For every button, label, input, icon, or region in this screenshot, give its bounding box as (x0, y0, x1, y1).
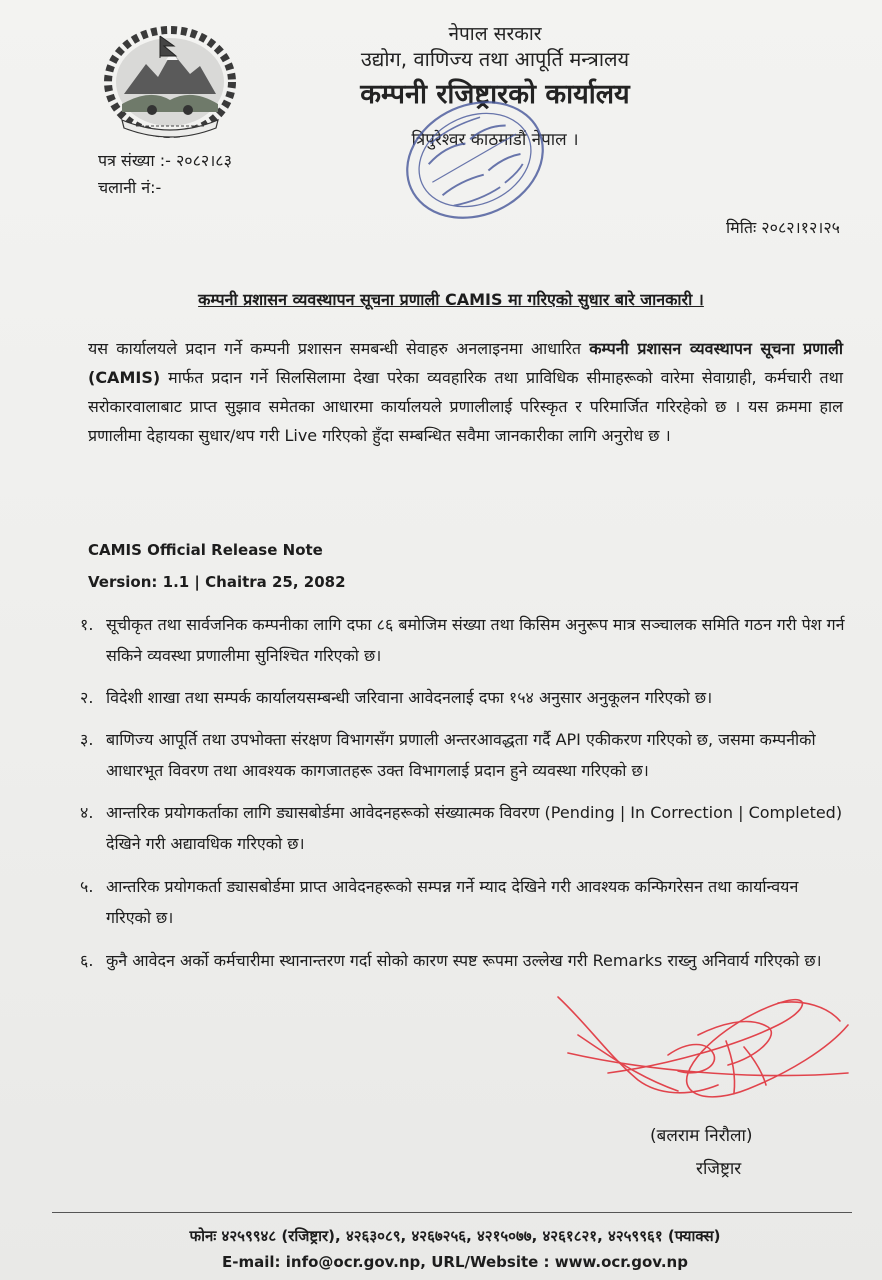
list-item (80, 871, 845, 933)
office-name: कम्पनी रजिष्ट्रारको कार्यालय (360, 79, 630, 110)
letter-subject: कम्पनी प्रशासन व्यवस्थापन सूचना प्रणाली CAMIS मा गरिएको सुधार बारे जानकारी । (198, 290, 704, 309)
list-item-text: कुनै आवेदन अर्को कर्मचारीमा स्थानान्तरण गर्दा सोको कारण स्पष्ट रूपमा उल्लेख गरी Remarks राख्नु अनिवार्य गरिएको छ। (106, 951, 822, 970)
list-item-number: ६. (80, 951, 94, 970)
list-item-number: ५. (80, 877, 94, 896)
office-address: त्रिपुरेश्वर काठमाडौं नेपाल । (411, 130, 579, 150)
list-item (80, 945, 845, 976)
list-item (80, 609, 845, 671)
intro-text-2: मार्फत प्रदान गर्ने सिलसिलामा देखा परेका व्यवहारिक तथा प्राविधिक सीमाहरूको वारेमा सेवाग्राही, कर्मचारी तथा सरोकारवालाबाट प्राप्त सुझाव समेतका आधारमा कार्यालयले प्रणालीलाई परिस्कृत र परिमार्जित गरिरहेको छ । यस क्रममा हाल प्रणालीमा देहायका सुधार/थप गरी Live गरिएको हुँदा सम्बन्धित सवैमा जानकारीका लागि अनुरोध छ । (88, 368, 843, 445)
intro-paragraph (88, 334, 843, 450)
intro-bold-text: कम्पनी प्रशासन व्यवस्थापन सूचना प्रणाली (CAMIS) (88, 339, 843, 387)
list-item (80, 797, 845, 859)
footer-phone: फोनः ४२५९९४८ (रजिष्ट्रार), ४२६३०८९, ४२६७२५६, ४२१५०७७, ४२६१८२१, ४२५९९६१ (फ्याक्स) (189, 1227, 721, 1245)
intro-text-1: यस कार्यालयले प्रदान गर्ने कम्पनी प्रशासन समबन्धी सेवाहरु अनलाइनमा आधारित (88, 339, 590, 358)
footer-contact: E-mail: info@ocr.gov.np, URL/Website : www.ocr.gov.np (222, 1253, 688, 1271)
footer-divider (52, 1212, 852, 1213)
list-item-number: १. (80, 615, 94, 634)
list-item-number: ४. (80, 803, 94, 822)
reference-number: पत्र संख्या :- २०८२।८३ (98, 151, 232, 170)
release-note-title: CAMIS Official Release Note (88, 541, 323, 559)
list-item (80, 724, 845, 786)
list-item-text: आन्तरिक प्रयोगकर्ताका लागि ड्यासबोर्डमा आवेदनहरूको संख्यात्मक विवरण (Pending | In Correction | Completed) देखिने गरी अद्यावधिक गरिएको छ। (106, 803, 843, 853)
letter-date: मितिः २०८२।१२।२५ (726, 218, 840, 237)
government-name: नेपाल सरकार (448, 23, 542, 45)
dispatch-number: चलानी नं:- (98, 178, 162, 197)
list-item-number: २. (80, 688, 94, 707)
nepal-emblem-icon (100, 22, 240, 140)
signatory-name: (बलराम निरौला) (650, 1126, 753, 1146)
list-item-text: आन्तरिक प्रयोगकर्ता ड्यासबोर्डमा प्राप्त आवेदनहरूको सम्पन्न गर्ने म्याद देखिने गरी आवश्यक कन्फिगरेसन तथा कार्यान्वयन गरिएको छ। (106, 877, 799, 927)
handwritten-signature-icon (548, 985, 858, 1115)
list-item-text: विदेशी शाखा तथा सम्पर्क कार्यालयसम्बन्धी जरिवाना आवेदनलाई दफा १५४ अनुसार अनुकूलन गरिएको छ। (106, 688, 713, 707)
release-version: Version: 1.1 | Chaitra 25, 2082 (88, 573, 346, 591)
list-item-text: बाणिज्य आपूर्ति तथा उपभोक्ता संरक्षण विभागसँग प्रणाली अन्तरआवद्धता गर्दै API एकीकरण गरिएको छ, जसमा कम्पनीको आधारभूत विवरण तथा आवश्यक कागजातहरू उक्त विभागलाई प्रदान हुने व्यवस्था गरिएको छ। (106, 730, 816, 780)
office-round-stamp-icon (393, 95, 558, 225)
list-item-number: ३. (80, 730, 94, 749)
list-item-text: सूचीकृत तथा सार्वजनिक कम्पनीका लागि दफा ८६ बमोजिम संख्या तथा किसिम अनुरूप मात्र सञ्चालक समिति गठन गरी पेश गर्न सकिने व्यवस्था प्रणालीमा सुनिश्चित गरिएको छ। (106, 615, 845, 665)
signatory-title: रजिष्ट्रार (696, 1159, 742, 1179)
list-item (80, 682, 845, 713)
ministry-name: उद्योग, वाणिज्य तथा आपूर्ति मन्त्रालय (360, 47, 630, 71)
